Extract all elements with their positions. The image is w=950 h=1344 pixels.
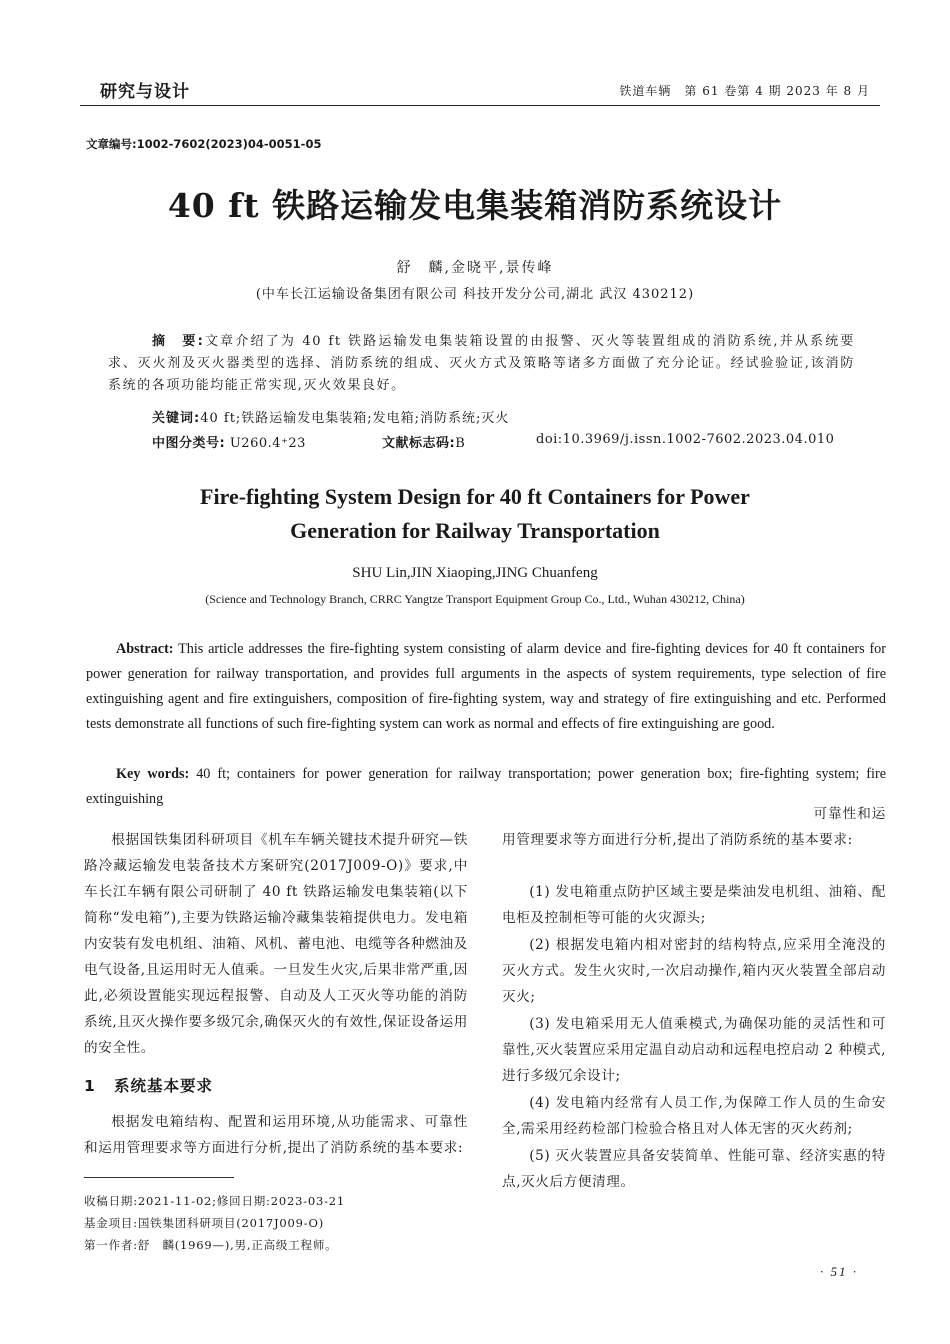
section-1-number: 1: [84, 1077, 96, 1095]
keywords-cn-label: 关键词:: [152, 411, 201, 426]
article-number: 文章编号:1002-7602(2023)04-0051-05: [86, 137, 322, 151]
affiliation-en: (Science and Technology Branch, CRRC Yangtze Transport Equipment Group Co., Ltd., Wuhan 430212, China): [205, 592, 745, 606]
footnote-author: 第一作者:舒 麟(1969—),男,正高级工程师。: [84, 1238, 338, 1252]
section-1-title: 系统基本要求: [114, 1077, 214, 1095]
footnotes: [84, 1190, 345, 1256]
authors-cn: 舒 麟,金晓平,景传峰: [396, 260, 554, 276]
running-header-section: 研究与设计: [100, 82, 190, 102]
section-1-paragraph: 根据发电箱结构、配置和运用环境,从功能需求、可靠性和运用管理要求等方面进行分析,提出了消防系统的基本要求:: [84, 1114, 468, 1156]
abstract-cn-text: 文章介绍了为 40 ft 铁路运输发电集装箱设置的由报警、灭火等装置组成的消防系统,并从系统要求、灭火剂及灭火器类型的选择、消防系统的组成、灭火方式及策略等诸多方面做了充分论证。经试验验证,该消防系统的各项功能均能正常实现,灭火效果良好。: [108, 334, 855, 393]
clc-value: U260.4⁺23: [225, 436, 306, 451]
running-header-journal: 铁道车辆 第 61 卷第 4 期 2023 年 8 月: [619, 84, 870, 98]
abstract-cn: [108, 331, 855, 397]
abstract-en-text: This article addresses the fire-fighting system consisting of alarm device and fire-fighting devices for 40 ft containers for power generation for railway transportation, and provides full arguments in the aspects of system requirements, type selection of fire extinguishing agent and fire extinguishers, composition of fire-fighting system, way and strategy of fire extinguishing and etc. Performed tests demonstrate all functions of such fire-fighting system can work as normal and effects of fire extinguishing are good.: [86, 641, 886, 732]
abstract-en-label: Abstract:: [116, 641, 174, 657]
doi: doi:10.3969/j.issn.1002-7602.2023.04.010: [536, 432, 835, 447]
requirement-2: (2) 根据发电箱内相对密封的结构特点,应采用全淹没的灭火方式。发生火灾时,一次启动操作,箱内灭火装置全部启动灭火;: [502, 937, 886, 1005]
clc-label: 中图分类号:: [152, 436, 226, 451]
clc-code: [152, 432, 306, 451]
requirement-3: (3) 发电箱采用无人值乘模式,为确保功能的灵活性和可靠性,灭火装置应采用定温自动启动和远程电控启动 2 种模式,进行多级冗余设计;: [502, 1016, 886, 1084]
page-number: · 51 ·: [820, 1264, 858, 1279]
footnote-rule: [84, 1177, 234, 1178]
header-rule: [80, 105, 880, 106]
intro-paragraph: 根据国铁集团科研项目《机车车辆关键技术提升研究—铁路冷藏运输发电装备技术方案研究(2017J009-O)》要求,中车长江车辆有限公司研制了 40 ft 铁路运输发电集装箱(以下简称“发电箱”),主要为铁路运输冷藏集装箱提供电力。发电箱内安装有发电机组、油箱、风机、蓄电池、电缆等各种燃油及电气设备,且运用时无人值乘。一旦发生火灾,后果非常严重,因此,必须设置能实现远程报警、自动及人工灭火等功能的消防系统,且灭火操作要多级冗余,确保灭火的有效性,保证设备运用的安全性。: [84, 832, 468, 1056]
keywords-en-text: 40 ft; containers for power generation for railway transportation; power generation box; fire-fighting system; fire extinguishing: [86, 766, 886, 807]
body-column-right: [502, 806, 886, 1196]
continued-paragraph-text: [502, 801, 886, 853]
footnote-dates: 收稿日期:2021-11-02;修回日期:2023-03-21: [84, 1194, 346, 1208]
title-en-line1: Fire-fighting System Design for 40 ft Containers for Power: [200, 484, 750, 509]
footnote-fund: 基金项目:国铁集团科研项目(2017J009-O): [84, 1216, 324, 1230]
title-en: [0, 480, 950, 548]
body-column-left: [84, 827, 468, 1161]
keywords-en-label: Key words:: [116, 766, 190, 782]
authors-en: SHU Lin,JIN Xiaoping,JING Chuanfeng: [352, 565, 598, 581]
abstract-en: [86, 637, 886, 737]
document-code: [382, 432, 465, 451]
continued-paragraph-tail: 可靠性和运用管理要求等方面进行分析,提出了消防系统的基本要求:: [502, 806, 886, 848]
affiliation-cn: (中车长江运输设备集团有限公司 科技开发分公司,湖北 武汉 430212): [255, 287, 695, 302]
requirement-5: (5) 灭火装置应具备安装简单、性能可靠、经济实惠的特点,灭火后方便清理。: [502, 1148, 886, 1190]
keywords-cn-text: 40 ft;铁路运输发电集装箱;发电箱;消防系统;灭火: [200, 411, 510, 426]
section-1-heading: [84, 1073, 468, 1099]
requirement-1: (1) 发电箱重点防护区域主要是柴油发电机组、油箱、配电柜及控制柜等可能的火灾源头;: [502, 884, 886, 926]
doc-code-label: 文献标志码:: [382, 436, 456, 451]
title-cn: 40 ft 铁路运输发电集装箱消防系统设计: [167, 186, 783, 225]
requirement-4: (4) 发电箱内经常有人员工作,为保障工作人员的生命安全,需采用经药检部门检验合格且对人体无害的灭火药剂;: [502, 1095, 886, 1137]
continued-paragraph: [502, 806, 886, 879]
doc-code-value: B: [455, 436, 466, 451]
keywords-cn: [152, 407, 509, 426]
abstract-cn-label: 摘 要:: [152, 334, 205, 349]
title-en-line2: Generation for Railway Transportation: [290, 518, 660, 543]
